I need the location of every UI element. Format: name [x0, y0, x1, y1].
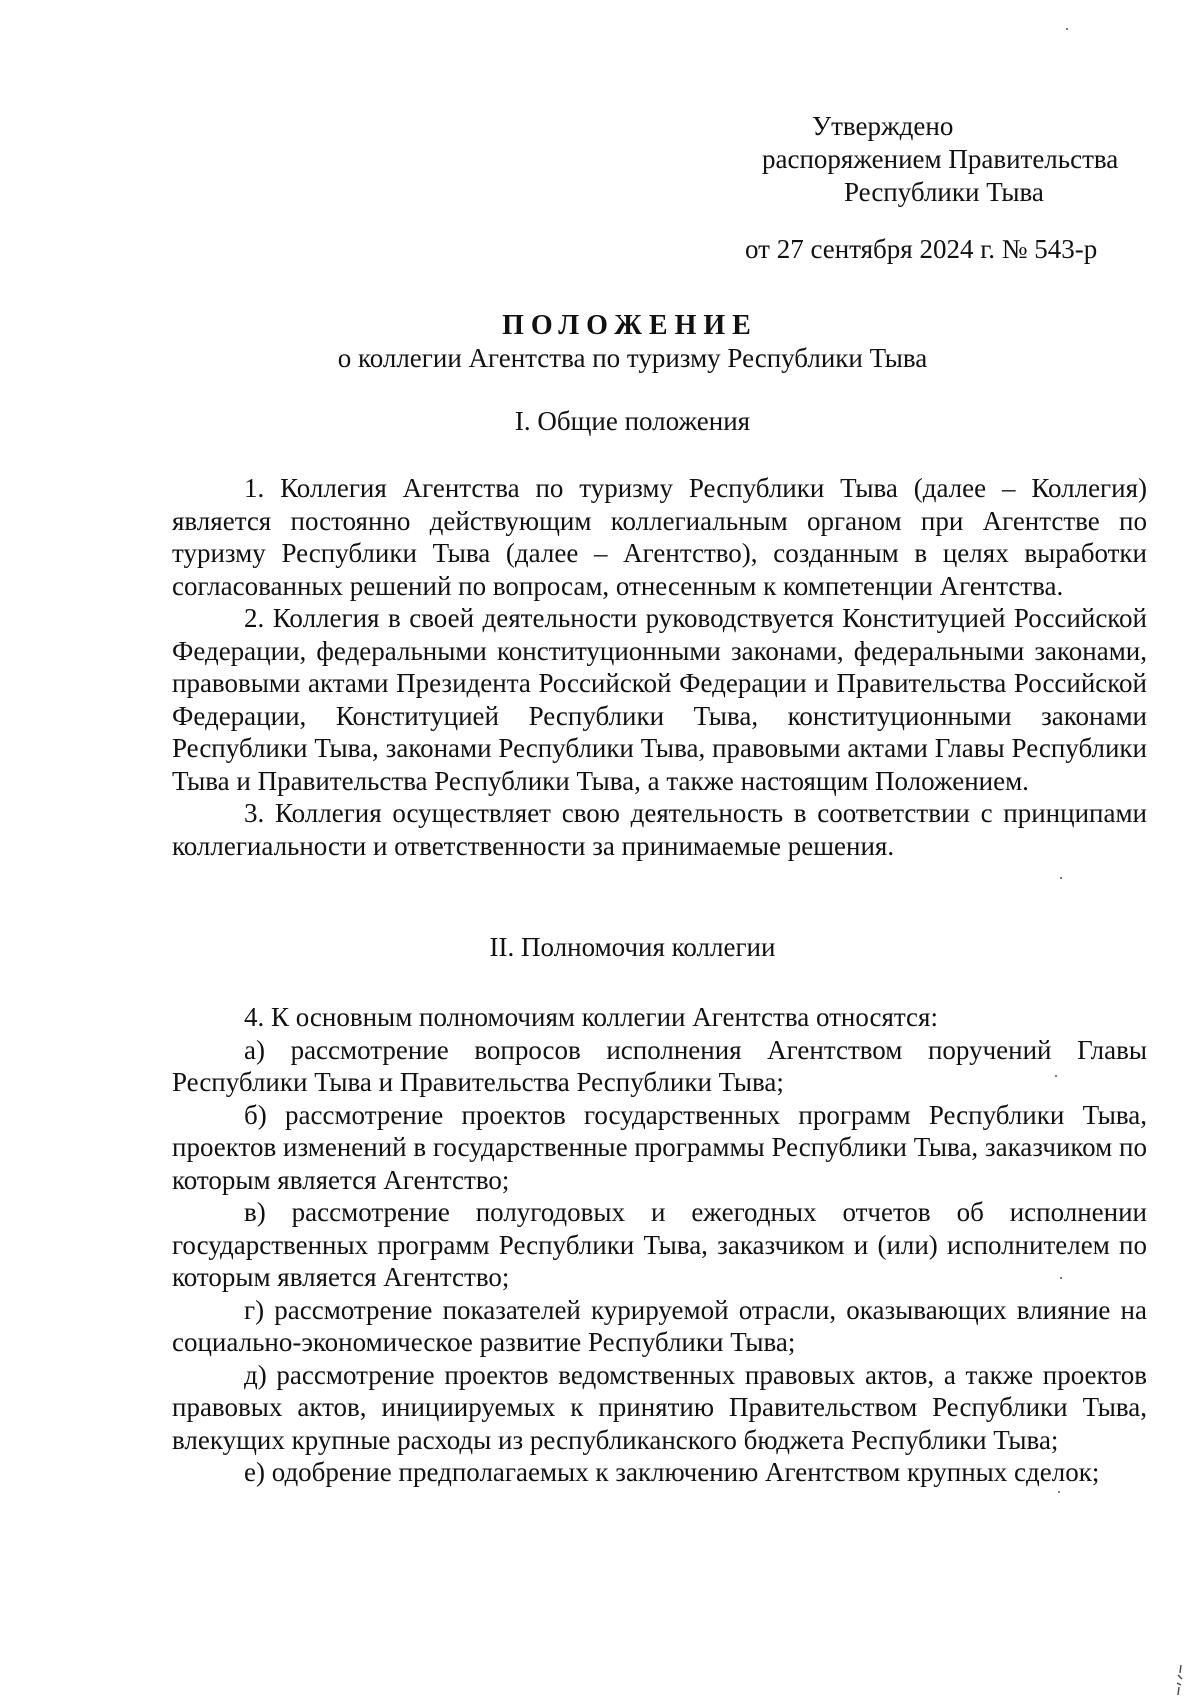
approval-date-number: от 27 сентября 2024 г. № 543-р: [745, 234, 1098, 264]
item-a: а) рассмотрение вопросов исполнения Агентством поручений Главы Республики Тыва и Правительства Республики Тыва;: [172, 1034, 1147, 1097]
item-g: г) рассмотрение показателей курируемой отрасли, оказывающих влияние на социально-экономическое развитие Республики Тыва;: [172, 1294, 1147, 1357]
item-e: е) одобрение предполагаемых к заключению Агентством крупных сделок;: [244, 1457, 1100, 1487]
approval-label: Утверждено: [812, 111, 954, 141]
paragraph-4: 4. К основным полномочиям коллегии Агентства относятся:: [244, 1002, 938, 1032]
approval-republic: Республики Тыва: [844, 177, 1044, 207]
approval-stamp-block: [700, 110, 1150, 266]
scan-edge-mark: [1172, 1663, 1186, 1697]
item-b: б) рассмотрение проектов государственных программ Республики Тыва, проектов изменений в государственные программы Республики Тыва, заказчиком по которым является Агентство;: [172, 1099, 1147, 1195]
scan-speck: [1060, 877, 1062, 879]
item-d: д) рассмотрение проектов ведомственных правовых актов, а также проектов правовых актов, инициируемых к принятию Правительством Республики Тыва, влекущих крупные расходы из республиканского бюджета Республики Тыва;: [172, 1359, 1147, 1455]
scan-speck: [1060, 1277, 1062, 1279]
section-powers-body: [172, 1001, 1147, 1489]
document-subtitle: о коллегии Агентства по туризму Республики Тыва: [337, 343, 928, 373]
item-v: в) рассмотрение полугодовых и ежегодных отчетов об исполнении государственных программ Республики Тыва, заказчиком и (или) исполнителем по которым является Агентство;: [172, 1197, 1147, 1292]
paragraph-1: 1. Коллегия Агентства по туризму Республики Тыва (далее – Коллегия) является постоянно действующим коллегиальным органом при Агентстве по туризму Республики Тыва (далее – Агентство), созданным в целях выработки согласованных решений по вопросам, отнесенным к компетенции Агентства.: [172, 473, 1147, 601]
scan-speck: [1055, 1075, 1057, 1077]
paragraph-3: 3. Коллегия осуществляет свою деятельность в соответствии с принципами коллегиальности и ответственности за принимаемые решения.: [172, 798, 1147, 861]
approval-authority: распоряжением Правительства: [762, 144, 1119, 174]
document-title: ПОЛОЖЕНИЕ: [502, 310, 758, 341]
scan-speck: [1066, 28, 1068, 30]
scan-speck: [1058, 1491, 1060, 1493]
paragraph-2: 2. Коллегия в своей деятельности руководствуется Конституцией Российской Федерации, федеральными конституционными законами, федеральными законами, правовыми актами Президента Российской Федерации и Правительства Российской Федерации, Конституцией Республики Тыва, конституционными законами Республики Тыва, законами Республики Тыва, правовыми актами Главы Республики Тыва и Правительства Республики Тыва, а также настоящим Положением.: [172, 603, 1147, 796]
section-heading-powers: II. Полномочия коллегии: [489, 932, 776, 962]
section-general-body: [172, 472, 1147, 862]
section-heading-general: I. Общие положения: [514, 406, 751, 436]
